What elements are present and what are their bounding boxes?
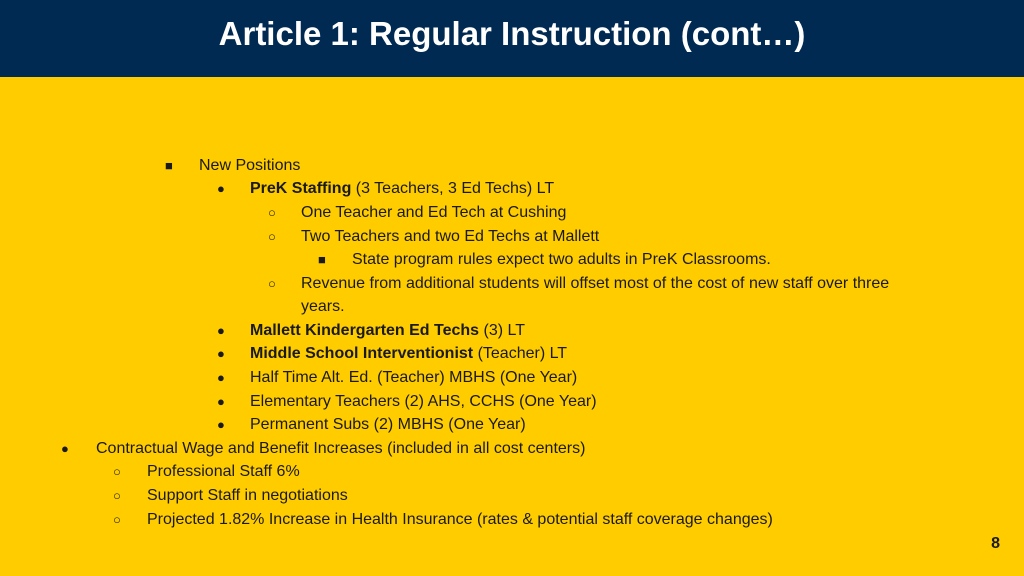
circle-bullet-icon: ○ bbox=[268, 276, 276, 291]
mallett-kindergarten-label: Mallett Kindergarten Ed Techs bbox=[250, 322, 480, 339]
prek-staffing-label: PreK Staffing bbox=[250, 180, 352, 197]
middle-school-label: Middle School Interventionist bbox=[250, 345, 474, 362]
disc-bullet-icon: ● bbox=[217, 323, 225, 338]
professional-staff-item: Professional Staff 6% bbox=[147, 463, 300, 480]
revenue-item-line2: years. bbox=[301, 298, 345, 315]
disc-bullet-icon: ● bbox=[217, 181, 225, 196]
circle-bullet-icon: ○ bbox=[113, 464, 121, 479]
permanent-subs-item: Permanent Subs (2) MBHS (One Year) bbox=[250, 416, 526, 433]
square-bullet-icon: ■ bbox=[165, 158, 173, 173]
cushing-item: One Teacher and Ed Tech at Cushing bbox=[301, 204, 567, 221]
page-number: 8 bbox=[991, 535, 1000, 552]
circle-bullet-icon: ○ bbox=[113, 488, 121, 503]
elementary-item: Elementary Teachers (2) AHS, CCHS (One Year) bbox=[250, 393, 597, 410]
prek-staffing-item bbox=[250, 179, 554, 199]
prek-staffing-detail: (3 Teachers, 3 Ed Techs) LT bbox=[351, 180, 555, 197]
disc-bullet-icon: ● bbox=[217, 346, 225, 361]
revenue-item-line1: Revenue from additional students will offset most of the cost of new staff over three bbox=[301, 275, 890, 292]
state-rules-item: State program rules expect two adults in PreK Classrooms. bbox=[352, 251, 771, 268]
mallett-kindergarten-item bbox=[250, 321, 525, 341]
circle-bullet-icon: ○ bbox=[268, 205, 276, 220]
disc-bullet-icon: ● bbox=[217, 417, 225, 432]
middle-school-detail: (Teacher) LT bbox=[473, 345, 568, 362]
circle-bullet-icon: ○ bbox=[268, 229, 276, 244]
half-time-item: Half Time Alt. Ed. (Teacher) MBHS (One Year) bbox=[250, 369, 578, 386]
slide-title: Article 1: Regular Instruction (cont…) bbox=[218, 15, 806, 52]
mallett-item: Two Teachers and two Ed Techs at Mallett bbox=[301, 228, 600, 245]
disc-bullet-icon: ● bbox=[217, 370, 225, 385]
support-staff-item: Support Staff in negotiations bbox=[147, 487, 348, 504]
circle-bullet-icon: ○ bbox=[113, 512, 121, 527]
disc-bullet-icon: ● bbox=[217, 394, 225, 409]
contractual-item: Contractual Wage and Benefit Increases (included in all cost centers) bbox=[96, 440, 586, 457]
health-insurance-item: Projected 1.82% Increase in Health Insurance (rates & potential staff coverage changes) bbox=[147, 511, 773, 528]
disc-bullet-icon: ● bbox=[61, 441, 69, 456]
mallett-kindergarten-detail: (3) LT bbox=[479, 322, 526, 339]
middle-school-item bbox=[250, 344, 567, 364]
square-bullet-icon: ■ bbox=[318, 252, 326, 267]
new-positions-heading: New Positions bbox=[199, 157, 301, 174]
